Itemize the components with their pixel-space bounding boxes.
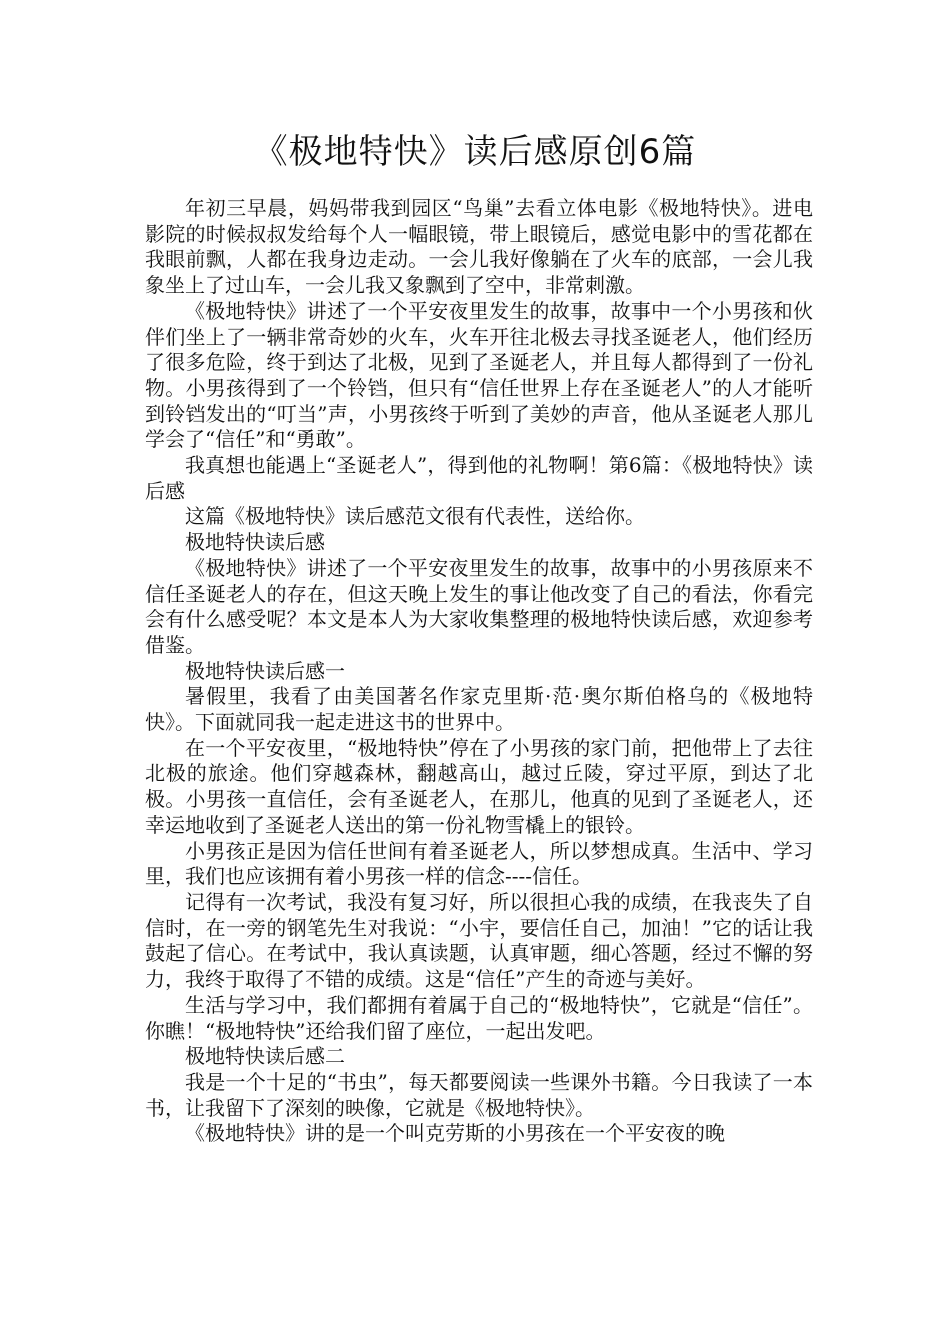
paragraph: 《极地特快》讲的是一个叫克劳斯的小男孩在一个平安夜的晚 xyxy=(185,1121,725,1146)
paragraph: 我真想也能遇上“圣诞老人”，得到他的礼物啊！第6篇：《极地特快》读后感 xyxy=(145,453,813,503)
paragraph: 小男孩正是因为信任世间有着圣诞老人，所以梦想成真。生活中、学习里，我们也应该拥有着小男孩一样的信念----信任。 xyxy=(145,838,813,889)
paragraph: 《极地特快》讲述了一个平安夜里发生的故事，故事中的小男孩原来不信任圣诞老人的存在，但这天晚上发生的事让他改变了自己的看法，你看完会有什么感受呢？本文是本人为大家收集整理的极地特快读后感，欢迎参考借鉴。 xyxy=(145,555,813,657)
paragraph: 记得有一次考试，我没有复习好，所以很担心我的成绩，在我丧失了自信时，在一旁的钢笔先生对我说：“小宇，要信任自己，加油！”它的话让我鼓起了信心。在考试中，我认真读题，认真审题，细心答题，经过不懈的努力，我终于取得了不错的成绩。这是“信任”产生的奇迹与美好。 xyxy=(145,889,813,992)
paragraph: 生活与学习中，我们都拥有着属于自己的“极地特快”，它就是“信任”。你瞧！“极地特快”还给我们留了座位，一起出发吧。 xyxy=(145,992,813,1043)
document-title: 《极地特快》读后感原创6篇 xyxy=(253,132,697,172)
section-heading: 极地特快读后感 xyxy=(185,530,325,555)
paragraph: 我是一个十足的“书虫”，每天都要阅读一些课外书籍。今日我读了一本书，让我留下了深刻的映像，它就是《极地特快》。 xyxy=(145,1069,813,1120)
paragraph: 年初三早晨，妈妈带我到园区“鸟巢”去看立体电影《极地特快》。进电影院的时候叔叔发给每个人一幅眼镜，带上眼镜后，感觉电影中的雪花都在我眼前飘，人都在我身边走动。一会儿我好像躺在了火车的底部，一会儿我象坐上了过山车，一会儿我又象飘到了空中，非常刺激。 xyxy=(145,196,813,298)
paragraph: 暑假里，我看了由美国著名作家克里斯·范·奥尔斯伯格乌的《极地特快》。下面就同我一起走进这书的世界中。 xyxy=(145,684,813,735)
paragraph: 在一个平安夜里，“极地特快”停在了小男孩的家门前，把他带上了去往北极的旅途。他们穿越森林，翻越高山，越过丘陵，穿过平原，到达了北极。小男孩一直信任，会有圣诞老人，在那儿，他真的见到了圣诞老人，还幸运地收到了圣诞老人送出的第一份礼物雪橇上的银铃。 xyxy=(145,735,813,837)
paragraph: 《极地特快》讲述了一个平安夜里发生的故事，故事中一个小男孩和伙伴们坐上了一辆非常奇妙的火车，火车开往北极去寻找圣诞老人，他们经历了很多危险，终于到达了北极，见到了圣诞老人，并且每人都得到了一份礼物。小男孩得到了一个铃铛，但只有“信任世界上存在圣诞老人”的人才能听到铃铛发出的“叮当”声，小男孩终于听到了美妙的声音，他从圣诞老人那儿学会了“信任”和“勇敢”。 xyxy=(145,298,813,452)
section-heading: 极地特快读后感一 xyxy=(185,658,345,683)
paragraph: 这篇《极地特快》读后感范文很有代表性，送给你。 xyxy=(185,504,645,529)
document-body xyxy=(145,196,813,1147)
section-heading: 极地特快读后感二 xyxy=(185,1044,345,1069)
